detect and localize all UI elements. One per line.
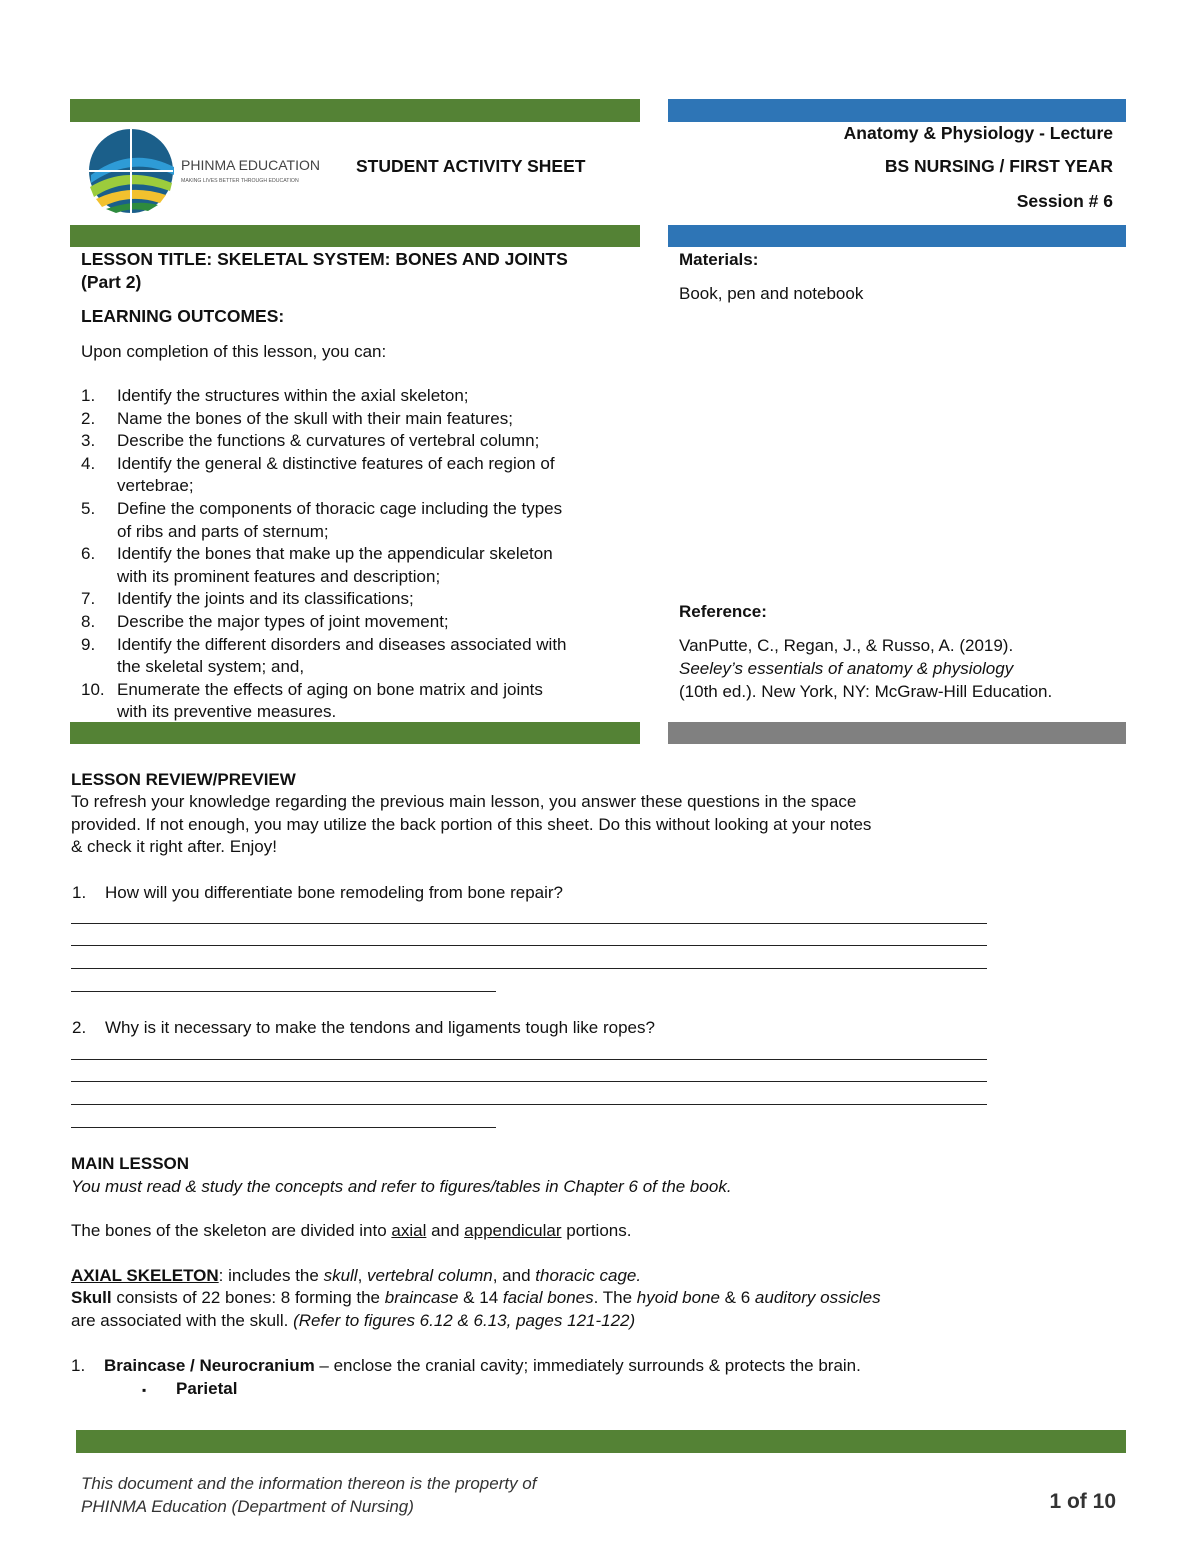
reference-citation	[679, 634, 1124, 703]
axial-sep1: ,	[357, 1266, 368, 1285]
phinma-logo	[86, 125, 336, 217]
axial-thoracic-cage: thoracic cage	[535, 1266, 637, 1285]
footer-notice	[81, 1472, 536, 1518]
question-2	[72, 1016, 655, 1039]
learning-outcomes-list	[81, 385, 633, 724]
skeleton-division	[71, 1219, 631, 1242]
axial-colon: : includes the	[218, 1266, 324, 1285]
answer-line[interactable]	[71, 1104, 987, 1105]
outcome-text: Identify the bones that make up the appendicular skeleton	[117, 544, 553, 564]
division-post: portions.	[561, 1221, 632, 1240]
outcome-text: Identify the joints and its classifications;	[117, 589, 414, 609]
question-1	[72, 881, 563, 904]
outcome-item	[81, 634, 633, 679]
division-appendicular: appendicular	[464, 1221, 562, 1240]
section-bar-left	[70, 722, 640, 744]
question-2-text: Why is it necessary to make the tendons and ligaments tough like ropes?	[105, 1018, 655, 1037]
answer-line[interactable]	[71, 1081, 987, 1082]
outcome-text: Identify the structures within the axial skeleton;	[117, 386, 469, 405]
skull-label: Skull	[71, 1288, 112, 1307]
outcome-item	[81, 543, 633, 588]
lesson-title	[81, 248, 641, 294]
skull-t2: & 14	[458, 1288, 503, 1307]
question-1-text: How will you differentiate bone remodeling from bone repair?	[105, 883, 563, 902]
outcome-item	[81, 453, 633, 498]
braincase-text: – enclose the cranial cavity; immediately surrounds & protects the brain.	[314, 1356, 861, 1375]
outcome-text: Describe the functions & curvatures of vertebral column;	[117, 431, 540, 451]
review-heading: LESSON REVIEW/PREVIEW	[71, 770, 296, 789]
outcome-text: Define the components of thoracic cage including the types	[117, 498, 563, 518]
outcome-item	[81, 430, 633, 453]
answer-line[interactable]	[71, 1127, 496, 1128]
division-axial: axial	[391, 1221, 427, 1240]
skull-facial-bones: facial bones	[502, 1288, 594, 1307]
outcome-text: Describe the major types of joint movement;	[117, 611, 449, 631]
outcome-number: 10.	[81, 679, 105, 699]
outcome-text: Name the bones of the skull with their main features;	[117, 408, 513, 428]
skull-description	[71, 1287, 1001, 1332]
bullet-parietal	[142, 1377, 237, 1402]
learning-outcomes-heading: LEARNING OUTCOMES:	[81, 306, 285, 326]
axial-heading: AXIAL SKELETON	[71, 1266, 219, 1285]
review-intro-line2: provided. If not enough, you may utilize the back portion of this sheet. Do this without looking at your notes	[71, 814, 872, 834]
question-2-number: 2.	[72, 1018, 87, 1037]
outcome-text: the skeletal system; and,	[117, 657, 305, 677]
outcomes-intro: Upon completion of this lesson, you can:	[81, 342, 387, 361]
outcome-item	[81, 408, 633, 431]
answer-line[interactable]	[71, 968, 987, 969]
outcome-text: Identify the general & distinctive features of each region of	[117, 453, 555, 473]
section-bar-right	[668, 722, 1126, 744]
skull-line1	[71, 1287, 1001, 1310]
skull-braincase: braincase	[384, 1288, 459, 1307]
reference-authors: VanPutte, C., Regan, J., & Russo, A. (2019).	[679, 636, 1014, 655]
outcome-number: 3.	[81, 431, 96, 451]
outcome-number: 9.	[81, 634, 96, 654]
outcome-number: 2.	[81, 408, 96, 428]
materials-heading: Materials:	[679, 250, 759, 269]
sheet-title: STUDENT ACTIVITY SHEET	[356, 156, 586, 176]
axial-sep2: , and	[492, 1266, 536, 1285]
brand-name-text: PHINMA EDUCATION	[181, 157, 320, 173]
outcome-number: 4.	[81, 453, 96, 473]
answer-line[interactable]	[71, 991, 496, 992]
footer-bar	[76, 1430, 1126, 1453]
parietal-label: Parietal	[176, 1379, 238, 1398]
skull-t4: & 6	[719, 1288, 755, 1307]
outcome-number: 8.	[81, 611, 96, 631]
review-intro-line3: & check it right after. Enjoy!	[71, 837, 277, 856]
division-pre: The bones of the skeleton are divided into	[71, 1221, 392, 1240]
outcome-number: 1.	[81, 386, 96, 405]
outcome-text: of ribs and parts of sternum;	[117, 521, 329, 541]
outcome-number: 6.	[81, 544, 96, 564]
main-lesson-instruction: You must read & study the concepts and refer to figures/tables in Chapter 6 of the book.	[71, 1177, 732, 1196]
axial-skull: skull	[323, 1266, 358, 1285]
outcome-text: Identify the different disorders and diseases associated with	[117, 634, 567, 654]
skull-t3: . The	[593, 1288, 637, 1307]
program-title: BS NURSING / FIRST YEAR	[884, 156, 1113, 176]
skull-t1: consists of 22 bones: 8 forming the	[111, 1288, 385, 1307]
reference-publisher: (10th ed.). New York, NY: McGraw-Hill Education.	[679, 682, 1053, 701]
header-bar-left-top	[70, 99, 640, 122]
bullet-icon: ▪	[142, 1383, 147, 1397]
skull-line2-pre: are associated with the skull.	[71, 1310, 294, 1330]
page-number: 1 of 10	[1049, 1490, 1116, 1513]
header-bar-left-bottom	[70, 225, 640, 247]
course-title: Anatomy & Physiology - Lecture	[843, 123, 1113, 143]
lesson-title-line2: (Part 2)	[81, 272, 142, 292]
answer-line[interactable]	[71, 945, 987, 946]
outcome-item	[81, 385, 633, 408]
outcome-item	[81, 588, 633, 611]
main-lesson-heading: MAIN LESSON	[71, 1154, 190, 1173]
axial-skeleton-line	[71, 1264, 641, 1287]
outcome-item	[81, 611, 633, 634]
brand-tagline-text: MAKING LIVES BETTER THROUGH EDUCATION	[181, 178, 299, 184]
braincase-item	[71, 1354, 861, 1377]
outcome-text: vertebrae;	[117, 476, 194, 496]
question-1-number: 1.	[72, 883, 87, 902]
header-bar-right-top	[668, 99, 1126, 122]
footer-line1: This document and the information thereon is the property of	[81, 1474, 537, 1493]
session-number: Session # 6	[1016, 191, 1113, 211]
braincase-number: 1.	[71, 1356, 86, 1375]
materials-text: Book, pen and notebook	[679, 284, 864, 303]
review-intro	[71, 791, 1001, 859]
outcome-text: with its prominent features and description;	[117, 566, 441, 586]
outcome-item	[81, 498, 633, 543]
answer-line[interactable]	[71, 923, 987, 924]
outcome-text: with its preventive measures.	[117, 702, 337, 722]
skull-line2	[71, 1310, 1001, 1333]
axial-vertebral-column: vertebral column	[367, 1266, 493, 1285]
answer-line[interactable]	[71, 1059, 987, 1060]
outcome-number: 5.	[81, 498, 96, 518]
lesson-title-line1: LESSON TITLE: SKELETAL SYSTEM: BONES AND JOINTS	[81, 249, 568, 269]
outcome-item	[81, 679, 633, 724]
outcome-number: 7.	[81, 589, 96, 609]
reference-heading: Reference:	[679, 602, 767, 621]
skull-hyoid: hyoid bone	[636, 1288, 720, 1307]
skull-figure-ref: (Refer to figures 6.12 & 6.13, pages 121-122)	[293, 1310, 636, 1330]
footer-line2: PHINMA Education (Department of Nursing)	[81, 1497, 414, 1516]
reference-book-title: Seeley’s essentials of anatomy & physiology	[679, 659, 1014, 678]
outcome-text: Enumerate the effects of aging on bone matrix and joints	[117, 679, 543, 699]
axial-end: .	[636, 1266, 642, 1285]
skull-ossicles: auditory ossicles	[754, 1288, 881, 1307]
header-bar-right-bottom	[668, 225, 1126, 247]
division-and: and	[426, 1221, 465, 1240]
review-intro-line1: To refresh your knowledge regarding the previous main lesson, you answer these questions in the space	[71, 792, 857, 811]
braincase-label: Braincase / Neurocranium	[104, 1356, 315, 1375]
